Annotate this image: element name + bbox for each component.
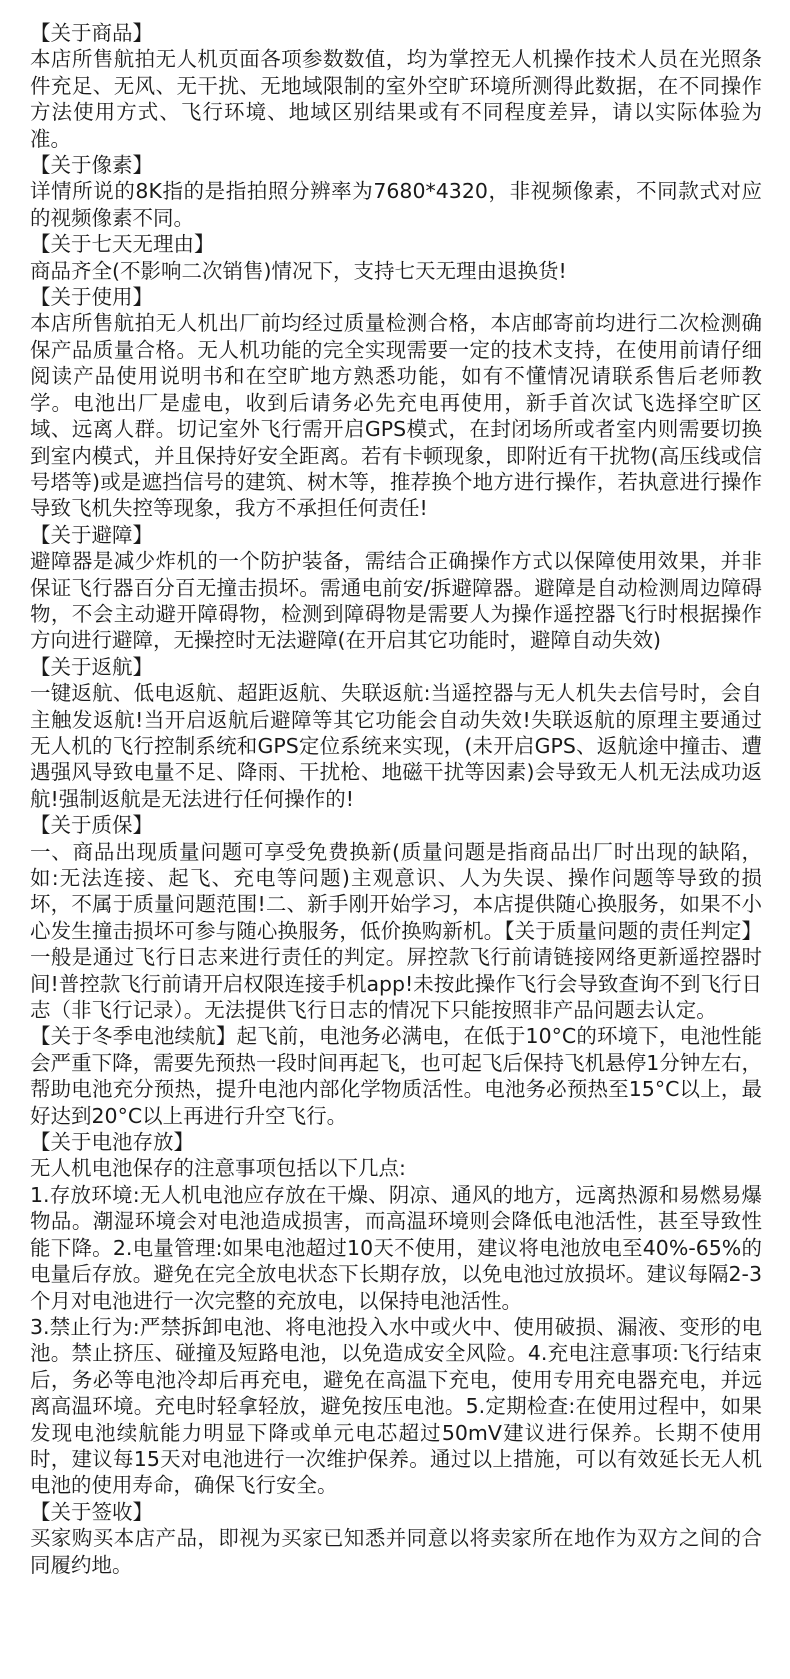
section-paragraph: 无人机电池保存的注意事项包括以下几点: [30,1156,406,1181]
notice-section [30,231,762,284]
notice-section [30,522,762,654]
section-body [30,839,762,1129]
section-heading: 【关于签收】 [30,1499,153,1524]
section-heading: 【关于质保】 [30,813,153,838]
section-paragraph: 1.存放环境:无人机电池应存放在干燥、阴凉、通风的地方，远离热源和易燃易爆物品。潮湿环境会对电池造成损害，而高温环境则会降低电池活性，甚至导致性能下降。2.电量管理:如果电池超过10天不使用，建议将电池放电至40%-65%的电量后存放。避免在完全放电状态下长期存放，以免电池过放损坏。建议每隔2-3个月对电池进行一次完整的充放电，以保持电池活性。 [30,1182,762,1313]
notice-section [30,1499,762,1578]
section-paragraph: 商品齐全(不影响二次销售)情况下，支持七天无理由退换货! [30,258,567,283]
section-heading: 【关于像素】 [30,153,153,178]
section-heading: 【关于使用】 [30,285,153,310]
section-paragraph: 详情所说的8K指的是指拍照分辨率为7680*4320，非视频像素，不同款式对应的视频像素不同。 [30,179,762,230]
section-body [30,680,762,812]
notice-section [30,1129,762,1499]
section-body [30,548,762,654]
section-paragraph: 【关于冬季电池续航】起飞前，电池务必满电，在低于10°C的环境下，电池性能会严重下降，需要先预热一段时间再起飞，也可起飞后保持飞机悬停1分钟左右，帮助电池充分预热，提升电池内部化学物质活性。电池务必预热至15°C以上，最好达到20°C以上再进行升空飞行。 [30,1024,762,1128]
section-paragraph: 3.禁止行为:严禁拆卸电池、将电池投入水中或火中、使用破损、漏液、变形的电池。禁止挤压、碰撞及短路电池，以免造成安全风险。4.充电注意事项:飞行结束后，务必等电池冷却后再充电，避免在高温下充电，使用专用充电器充电，并远离高温环境。充电时轻拿轻放，避免按压电池。5.定期检查:在使用过程中，如果发现电池续航能力明显下降或单元电芯超过50mV建议进行保养。长期不使用时，建议每15天对电池进行一次维护保养。通过以上措施，可以有效延长无人机电池的使用寿命，确保飞行安全。 [30,1314,762,1498]
section-heading: 【关于电池存放】 [30,1130,194,1155]
section-paragraph: 避障器是减少炸机的一个防护装备，需结合正确操作方式以保障使用效果，并非保证飞行器百分百无撞击损坏。需通电前安/拆避障器。避障是自动检测周边障碍物，不会主动避开障碍物，检测到障碍物是需要人为操作遥控器飞行时根据操作方向进行避障，无操控时无法避障(在开启其它功能时，避障自动失效) [30,549,762,653]
notice-section [30,152,762,231]
section-body [30,310,762,521]
notice-section [30,284,762,522]
section-heading: 【关于避障】 [30,522,153,547]
notice-section [30,20,762,152]
section-paragraph: 本店所售航拍无人机出厂前均经过质量检测合格，本店邮寄前均进行二次检测确保产品质量合格。无人机功能的完全实现需要一定的技术支持，在使用前请仔细阅读产品使用说明书和在空旷地方熟悉功能，如有不懂情况请联系售后老师教学。电池出厂是虚电，收到后请务必先充电再使用，新手首次试飞选择空旷区域、远离人群。切记室外飞行需开启GPS模式，在封闭场所或者室内则需要切换到室内模式，并且保持好安全距离。若有卡顿现象，即附近有干扰物(高压线或信号塔等)或是遮挡信号的建筑、树木等，推荐换个地方进行操作，若执意进行操作导致飞机失控等现象，我方不承担任何责任! [30,311,762,521]
notice-section [30,654,762,812]
section-heading: 【关于七天无理由】 [30,232,215,257]
section-body [30,1525,762,1578]
section-heading: 【关于返航】 [30,654,153,679]
section-heading: 【关于商品】 [30,21,153,45]
section-paragraph: 买家购买本店产品，即视为买家已知悉并同意以将卖家所在地作为双方之间的合同履约地。 [30,1526,762,1577]
section-body [30,46,762,152]
section-body [30,258,762,284]
notice-section [30,812,762,1129]
section-body [30,1155,762,1498]
section-body [30,178,762,231]
section-paragraph: 一键返航、低电返航、超距返航、失联返航:当遥控器与无人机失去信号时，会自主触发返航!当开启返航后避障等其它功能会自动失效!失联返航的原理主要通过无人机的飞行控制系统和GPS定位系统来实现，(未开启GPS、返航途中撞击、遭遇强风导致电量不足、降雨、干扰枪、地磁干扰等因素)会导致无人机无法成功返航!强制返航是无法进行任何操作的! [30,681,762,811]
section-paragraph: 本店所售航拍无人机页面各项参数数值，均为掌控无人机操作技术人员在光照条件充足、无风、无干扰、无地域限制的室外空旷环境所测得此数据，在不同操作方法使用方式、飞行环境、地域区别结果或有不同程度差异，请以实际体验为准。 [30,47,762,151]
section-paragraph: 一、商品出现质量问题可享受免费换新(质量问题是指商品出厂时出现的缺陷，如:无法连接、起飞、充电等问题)主观意识、人为失误、操作问题等导致的损坏，不属于质量问题范围!二、新手刚开始学习，本店提供随心换服务，如果不小心发生撞击损坏可参与随心换服务，低价换购新机。【关于质量问题的责任判定】一般是通过飞行日志来进行责任的判定。屏控款飞行前请链接网络更新遥控器时间!普控款飞行前请开启权限连接手机app!未按此操作飞行会导致查询不到飞行日志（非飞行记录）。无法提供飞行日志的情况下只能按照非产品问题去认定。 [30,839,762,1023]
